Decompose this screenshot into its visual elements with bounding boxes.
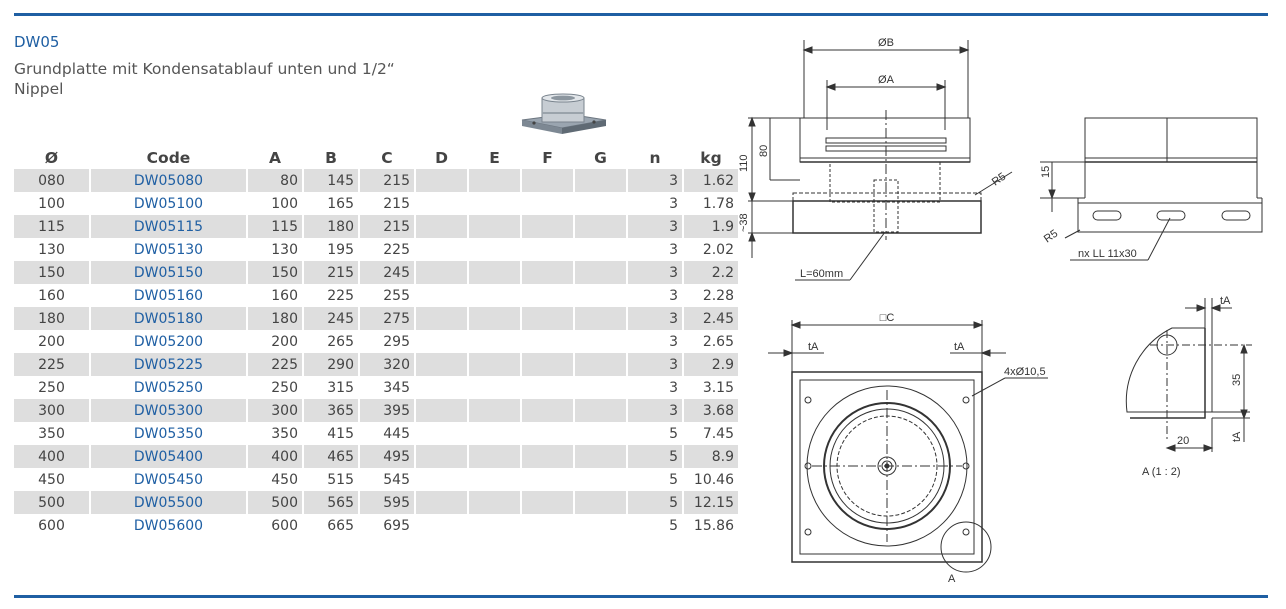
cell-a: 400: [247, 445, 303, 468]
cell-c: 215: [359, 192, 415, 215]
product-code-link[interactable]: DW05080: [133, 172, 204, 189]
cell-kg: 3.15: [683, 376, 738, 399]
col-header-g: G: [574, 147, 627, 169]
front-view: [1040, 118, 1262, 260]
cell-b: 195: [303, 238, 359, 261]
cell-a: 500: [247, 491, 303, 514]
product-code-link[interactable]: DW05450: [133, 471, 204, 488]
col-header-d: D: [415, 147, 468, 169]
product-code-link[interactable]: DW05180: [133, 310, 204, 327]
cell-n: 3: [627, 284, 683, 307]
product-code-link[interactable]: DW05250: [133, 379, 204, 396]
cell-n: 5: [627, 422, 683, 445]
cell-c: 495: [359, 445, 415, 468]
cell-a: 300: [247, 399, 303, 422]
product-code-link[interactable]: DW05350: [133, 425, 204, 442]
cell-n: 5: [627, 445, 683, 468]
product-code-link[interactable]: DW05225: [133, 356, 204, 373]
dim-phi-b: ØB: [878, 37, 894, 49]
label-holes: 4xØ10,5: [1004, 366, 1046, 378]
cell-n: 3: [627, 307, 683, 330]
cell-b: 365: [303, 399, 359, 422]
cell-b: 465: [303, 445, 359, 468]
cell-diameter: 100: [38, 195, 65, 212]
cell-kg: 2.45: [683, 307, 738, 330]
col-header-e: E: [468, 147, 521, 169]
cell-n: 3: [627, 261, 683, 284]
cell-diameter: 350: [38, 425, 65, 442]
cell-c: 225: [359, 238, 415, 261]
cell-c: 695: [359, 514, 415, 537]
cell-kg: 3.68: [683, 399, 738, 422]
product-code-link[interactable]: DW05130: [133, 241, 204, 258]
cell-kg: 2.2: [683, 261, 738, 284]
col-header-b: B: [303, 147, 359, 169]
cell-diameter: 600: [38, 517, 65, 534]
label-detail-marker: A: [948, 573, 956, 585]
cell-b: 165: [303, 192, 359, 215]
cell-kg: 10.46: [683, 468, 738, 491]
product-code: DW05: [14, 33, 60, 51]
cell-a: 130: [247, 238, 303, 261]
cell-diameter: 150: [14, 261, 90, 284]
cell-n: 3: [627, 353, 683, 376]
cell-diameter: 300: [14, 399, 90, 422]
label-r5-front: R5: [1041, 227, 1061, 246]
dim-ta-left: tA: [808, 341, 819, 353]
cell-n: 3: [627, 399, 683, 422]
cell-diameter: 450: [38, 471, 65, 488]
col-header-c: C: [359, 147, 415, 169]
dim-20: 20: [1177, 435, 1190, 447]
cell-diameter: 160: [38, 287, 65, 304]
label-r5-side: R5: [989, 170, 1009, 189]
label-l60: L=60mm: [800, 268, 844, 280]
product-code-link[interactable]: DW05500: [133, 494, 204, 511]
cell-kg: 8.9: [683, 445, 738, 468]
cell-diameter: 225: [14, 353, 90, 376]
cell-diameter: 200: [38, 333, 65, 350]
cell-n: 3: [627, 192, 683, 215]
cell-diameter: 400: [14, 445, 90, 468]
cell-a: 600: [247, 514, 303, 537]
cell-n: 3: [627, 238, 683, 261]
cell-b: 245: [303, 307, 359, 330]
cell-kg: 7.45: [683, 422, 738, 445]
product-code-link[interactable]: DW05300: [133, 402, 204, 419]
cell-a: 80: [247, 169, 303, 192]
cell-diameter: 080: [14, 169, 90, 192]
cell-diameter: 130: [38, 241, 65, 258]
dim-38: ~38: [738, 213, 750, 232]
dim-110: 110: [738, 154, 750, 172]
cell-kg: 2.28: [683, 284, 738, 307]
cell-b: 290: [303, 353, 359, 376]
cell-n: 5: [627, 468, 683, 491]
dim-ta-side: tA: [1231, 431, 1243, 442]
cell-c: 320: [359, 353, 415, 376]
cell-b: 665: [303, 514, 359, 537]
cell-n: 3: [627, 376, 683, 399]
cell-kg: 2.9: [683, 353, 738, 376]
col-header-diameter: Ø: [44, 149, 59, 167]
cell-a: 180: [247, 307, 303, 330]
cell-b: 145: [303, 169, 359, 192]
col-header-n: n: [627, 147, 683, 169]
cell-kg: 1.62: [683, 169, 738, 192]
cell-c: 245: [359, 261, 415, 284]
product-code-link[interactable]: DW05200: [133, 333, 204, 350]
dim-ta-right: tA: [954, 341, 965, 353]
product-code-link[interactable]: DW05150: [133, 264, 204, 281]
bottom-rule: [14, 595, 1268, 598]
cell-a: 100: [247, 192, 303, 215]
col-header-code: Code: [90, 147, 247, 169]
dim-square-c: □C: [879, 312, 895, 324]
cell-kg: 15.86: [683, 514, 738, 537]
cell-b: 265: [303, 330, 359, 353]
cell-diameter: 250: [38, 379, 65, 396]
dim-ta-top: tA: [1220, 295, 1231, 307]
cell-c: 295: [359, 330, 415, 353]
cell-a: 115: [247, 215, 303, 238]
cell-b: 515: [303, 468, 359, 491]
cell-c: 215: [359, 169, 415, 192]
cell-a: 160: [247, 284, 303, 307]
cell-a: 200: [247, 330, 303, 353]
product-code-link[interactable]: DW05400: [133, 448, 204, 465]
cell-a: 350: [247, 422, 303, 445]
cell-kg: 2.65: [683, 330, 738, 353]
cell-c: 395: [359, 399, 415, 422]
col-header-f: F: [521, 147, 574, 169]
dim-80: 80: [758, 144, 770, 157]
cell-b: 565: [303, 491, 359, 514]
cell-kg: 1.9: [683, 215, 738, 238]
dim-35: 35: [1231, 373, 1243, 386]
cell-n: 3: [627, 169, 683, 192]
cell-kg: 12.15: [683, 491, 738, 514]
product-code-link[interactable]: DW05600: [133, 517, 204, 534]
label-slot: nx LL 11x30: [1078, 248, 1137, 260]
product-description: Grundplatte mit Kondensatablauf unten und 1/2“ Nippel: [14, 60, 395, 98]
cell-diameter: 500: [14, 491, 90, 514]
detail-scale-label: A (1 : 2): [1142, 466, 1181, 478]
cell-kg: 2.02: [683, 238, 738, 261]
cell-c: 545: [359, 468, 415, 491]
cell-n: 5: [627, 514, 683, 537]
cell-b: 415: [303, 422, 359, 445]
product-code-link[interactable]: DW05100: [133, 195, 204, 212]
cell-c: 255: [359, 284, 415, 307]
dim-15: 15: [1040, 165, 1052, 178]
col-header-a: A: [247, 147, 303, 169]
cell-diameter: 180: [14, 307, 90, 330]
cell-b: 315: [303, 376, 359, 399]
cell-c: 215: [359, 215, 415, 238]
cell-n: 3: [627, 215, 683, 238]
cell-kg: 1.78: [683, 192, 738, 215]
cell-a: 225: [247, 353, 303, 376]
cell-b: 180: [303, 215, 359, 238]
cell-a: 150: [247, 261, 303, 284]
cell-c: 445: [359, 422, 415, 445]
cell-a: 450: [247, 468, 303, 491]
top-view: [768, 320, 1048, 572]
cell-n: 3: [627, 330, 683, 353]
cell-b: 225: [303, 284, 359, 307]
product-code-link[interactable]: DW05160: [133, 287, 204, 304]
cell-c: 595: [359, 491, 415, 514]
cell-a: 250: [247, 376, 303, 399]
cell-diameter: 115: [14, 215, 90, 238]
dim-phi-a: ØA: [878, 74, 894, 86]
cell-n: 5: [627, 491, 683, 514]
cell-b: 215: [303, 261, 359, 284]
cell-c: 275: [359, 307, 415, 330]
product-code-link[interactable]: DW05115: [133, 218, 204, 235]
cell-c: 345: [359, 376, 415, 399]
col-header-kg: kg: [683, 147, 738, 169]
